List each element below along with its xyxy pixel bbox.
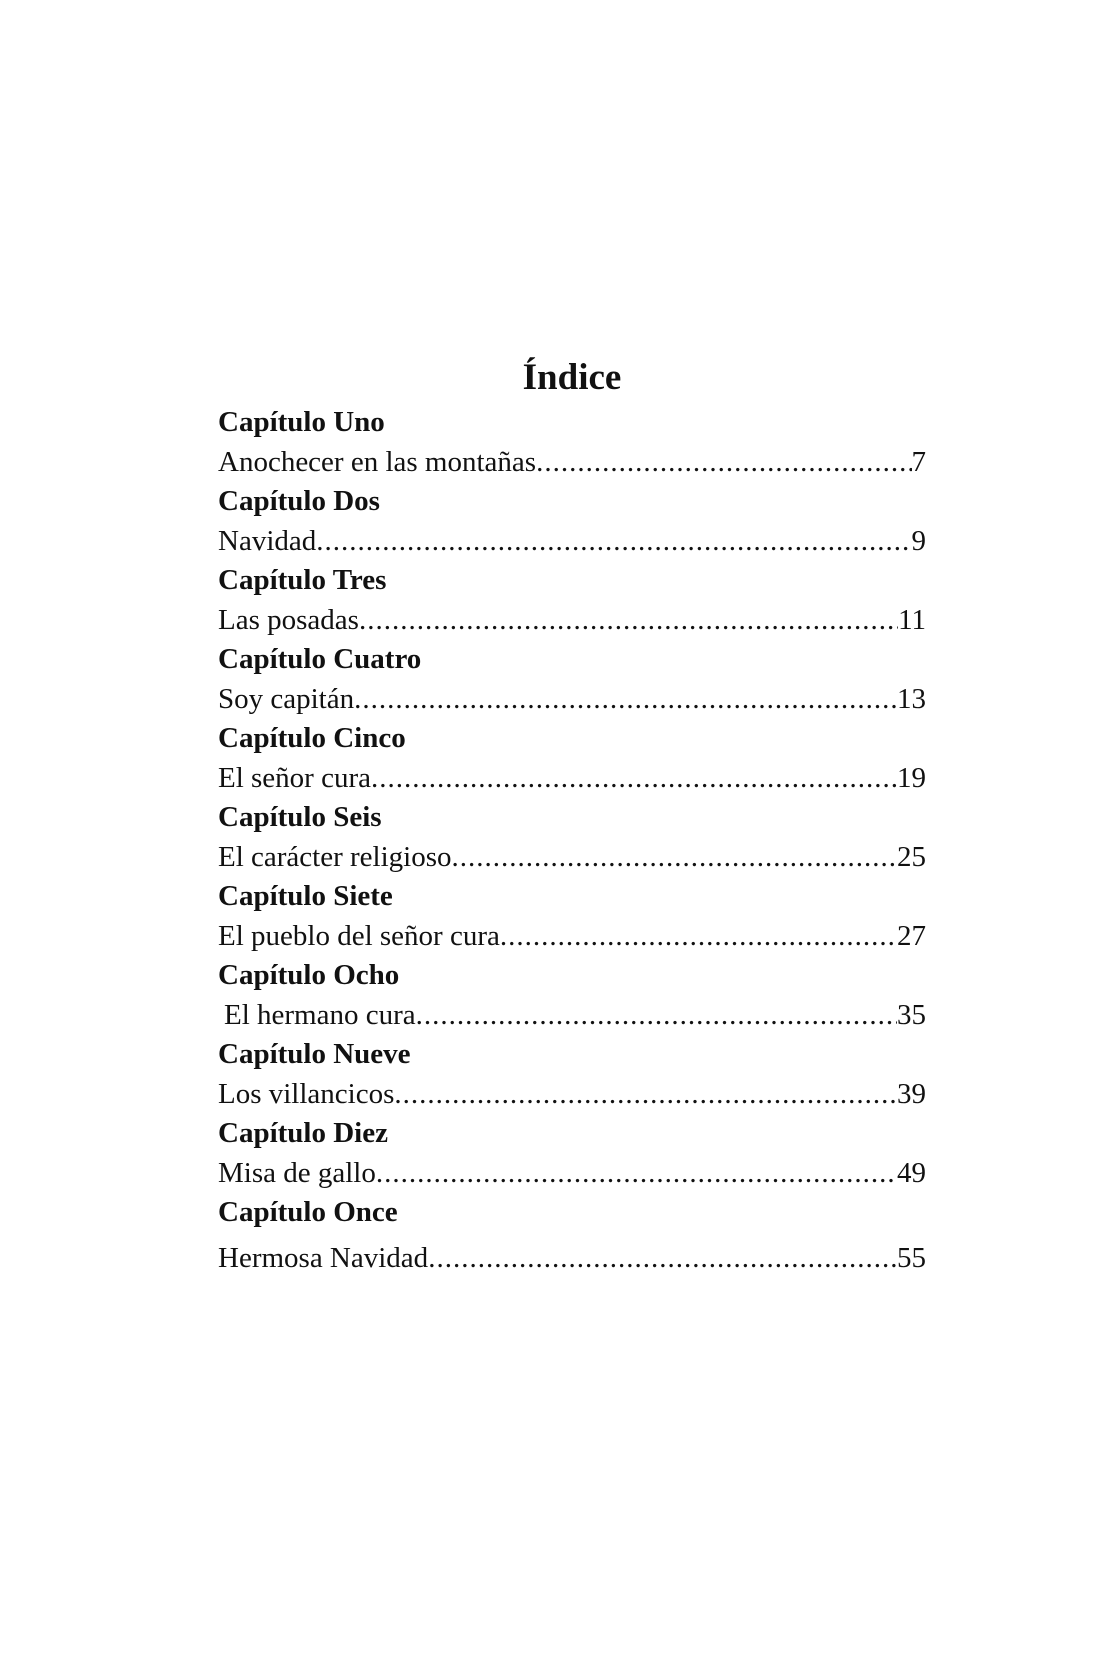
dot-leader xyxy=(416,995,897,1035)
chapter-heading: Capítulo Nueve xyxy=(218,1038,411,1070)
page-number: 25 xyxy=(897,841,926,873)
entry-title: El señor cura xyxy=(218,762,371,794)
entry-title: Soy capitán xyxy=(218,683,355,715)
entry-title: Los villancicos xyxy=(218,1078,395,1110)
dot-leader xyxy=(394,1074,897,1114)
toc-entry[interactable] xyxy=(218,758,926,798)
chapter-heading: Capítulo Once xyxy=(218,1196,398,1228)
toc-entry[interactable] xyxy=(218,995,926,1035)
chapter-heading: Capítulo Tres xyxy=(218,564,387,596)
chapter-heading: Capítulo Dos xyxy=(218,485,380,517)
entry-title: Misa de gallo xyxy=(218,1157,376,1189)
toc-entry[interactable] xyxy=(218,521,926,561)
toc-entry[interactable] xyxy=(218,600,926,640)
toc-entry[interactable] xyxy=(218,1238,926,1278)
page-number: 39 xyxy=(897,1078,926,1110)
page-number: 9 xyxy=(911,525,926,557)
page-number: 7 xyxy=(911,446,926,478)
page-number: 27 xyxy=(897,920,926,952)
chapter-heading: Capítulo Cuatro xyxy=(218,643,422,675)
chapter-heading: Capítulo Siete xyxy=(218,880,393,912)
page-number: 49 xyxy=(897,1157,926,1189)
entry-title: Las posadas xyxy=(218,604,359,636)
page-number: 11 xyxy=(898,604,926,636)
dot-leader xyxy=(452,837,898,877)
dot-leader xyxy=(428,1238,897,1278)
page-number: 35 xyxy=(897,999,926,1031)
chapter-heading: Capítulo Seis xyxy=(218,801,382,833)
toc-entry[interactable] xyxy=(218,837,926,877)
entry-title: El hermano cura xyxy=(224,999,416,1031)
entry-title: El pueblo del señor cura xyxy=(218,920,500,952)
dot-leader xyxy=(354,679,897,719)
toc-entry[interactable] xyxy=(218,916,926,956)
toc-entry[interactable] xyxy=(218,1074,926,1114)
toc-entry[interactable] xyxy=(218,442,926,482)
dot-leader xyxy=(536,442,911,482)
chapter-heading: Capítulo Diez xyxy=(218,1117,388,1149)
dot-leader xyxy=(500,916,897,956)
table-of-contents xyxy=(218,356,926,1278)
chapter-heading: Capítulo Uno xyxy=(218,406,385,438)
toc-entry[interactable] xyxy=(218,679,926,719)
entry-title: El carácter religioso xyxy=(218,841,452,873)
page-number: 13 xyxy=(897,683,926,715)
dot-leader xyxy=(371,758,897,798)
page-number: 55 xyxy=(897,1242,926,1274)
toc-title: Índice xyxy=(522,357,622,398)
page-number: 19 xyxy=(897,762,926,794)
entry-title: Hermosa Navidad xyxy=(218,1242,429,1274)
dot-leader xyxy=(316,521,911,561)
dot-leader xyxy=(359,600,898,640)
chapter-heading: Capítulo Ocho xyxy=(218,959,400,991)
chapter-heading: Capítulo Cinco xyxy=(218,722,406,754)
dot-leader xyxy=(376,1153,897,1193)
toc-entry[interactable] xyxy=(218,1153,926,1193)
entry-title: Anochecer en las montañas xyxy=(218,446,537,478)
entry-title: Navidad xyxy=(218,525,317,557)
